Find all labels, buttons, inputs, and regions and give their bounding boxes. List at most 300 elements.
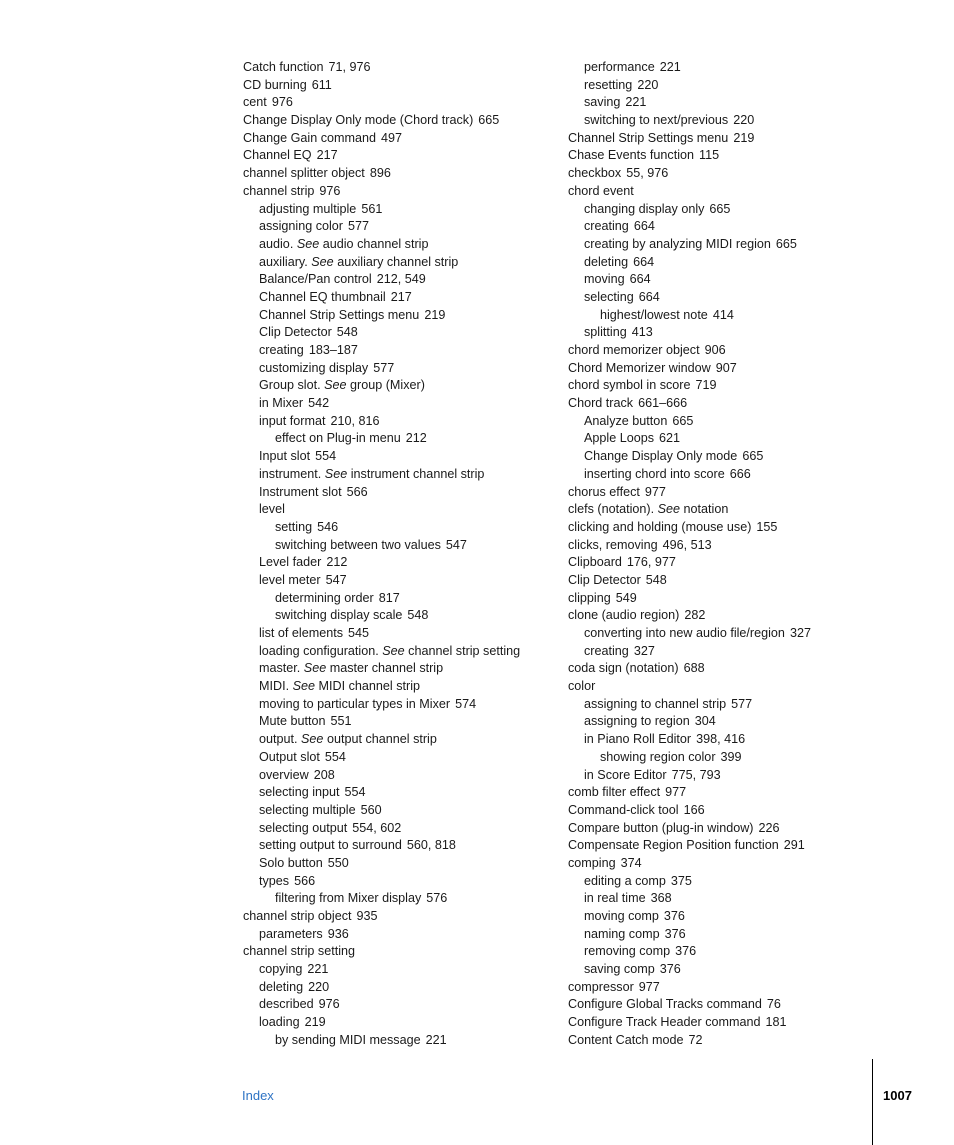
index-entry: [568, 484, 888, 502]
index-subentry: [243, 201, 553, 219]
page-reference: 976: [271, 95, 293, 110]
index-term: CD burning: [243, 77, 307, 92]
index-term: input format: [259, 413, 326, 428]
index-term: effect on Plug-in menu: [275, 431, 401, 446]
page-reference: 71, 976: [328, 60, 371, 74]
page-reference: 220: [637, 77, 659, 92]
page-reference: 665: [478, 113, 500, 128]
page-reference: 551: [330, 714, 352, 729]
index-entry: [568, 501, 888, 519]
index-term: clicking and holding (mouse use): [568, 519, 752, 534]
index-term: moving: [584, 272, 625, 287]
index-term: MIDI.: [259, 679, 290, 694]
index-term: level meter: [259, 572, 321, 587]
index-term: Command-click tool: [568, 802, 679, 817]
index-subentry: [568, 466, 888, 484]
page-reference: 546: [317, 519, 339, 534]
index-term: level: [259, 502, 285, 517]
page-reference: 220: [733, 113, 755, 128]
see-reference-label: See: [657, 502, 681, 517]
index-subentry: [243, 926, 553, 944]
page-reference: 217: [390, 289, 412, 304]
index-term: in Score Editor: [584, 767, 667, 782]
index-subentry: [568, 749, 888, 767]
index-subentry: [243, 961, 553, 979]
see-reference-target: MIDI channel strip: [318, 679, 421, 694]
page-reference: 561: [361, 201, 383, 216]
index-term: clicks, removing: [568, 537, 658, 552]
index-subentry: [568, 908, 888, 926]
page-reference: 548: [407, 608, 429, 623]
index-subentry: [568, 94, 888, 112]
index-term: parameters: [259, 926, 323, 941]
index-subentry: [568, 767, 888, 785]
index-subentry: [243, 448, 553, 466]
see-reference-target: audio channel strip: [322, 236, 429, 251]
index-term: Clip Detector: [259, 325, 332, 340]
index-entry: [568, 147, 888, 165]
index-term: chord memorizer object: [568, 343, 700, 357]
index-term: comping: [568, 855, 616, 870]
index-term: setting: [275, 519, 313, 534]
page-reference: 221: [625, 95, 647, 110]
page-reference: 548: [336, 325, 358, 340]
index-entry: [568, 678, 888, 696]
index-entry: [568, 802, 888, 820]
index-subentry: [243, 519, 553, 537]
index-term: types: [259, 873, 290, 888]
page-reference: 665: [709, 201, 731, 216]
index-subentry: [568, 254, 888, 272]
index-subentry: [243, 289, 553, 307]
index-term: Channel EQ: [243, 148, 312, 163]
index-subentry: [243, 820, 553, 838]
page-reference: 414: [712, 307, 734, 322]
page-reference: 560: [360, 802, 382, 817]
page-reference: 664: [633, 254, 655, 269]
page-reference: 72: [688, 1032, 703, 1047]
page-reference: 936: [327, 926, 349, 941]
page-number: 1007: [883, 1088, 912, 1103]
page-reference: 376: [659, 962, 681, 977]
index-term: cent: [243, 95, 267, 110]
index-term: deleting: [259, 979, 304, 994]
index-subentry: [243, 1014, 553, 1032]
page-reference: 219: [733, 130, 755, 145]
index-term: assigning to channel strip: [584, 696, 727, 711]
index-term: assigning to region: [584, 714, 690, 729]
index-term: editing a comp: [584, 873, 666, 888]
page-reference: 219: [424, 307, 446, 322]
page-reference: 368: [650, 891, 672, 906]
index-term: selecting input: [259, 785, 340, 800]
page-reference: 542: [308, 396, 330, 411]
index-subentry: [243, 271, 553, 289]
index-subentry: [568, 236, 888, 254]
page-reference: 817: [378, 590, 400, 605]
index-subentry: [568, 289, 888, 307]
index-subentry: [568, 643, 888, 661]
index-term: Configure Global Tracks command: [568, 997, 762, 1012]
index-subentry: [568, 413, 888, 431]
index-term: highest/lowest note: [600, 307, 708, 322]
page-reference: 976: [318, 997, 340, 1012]
index-term: deleting: [584, 254, 629, 269]
page-reference: 775, 793: [671, 767, 721, 782]
index-term: creating: [584, 643, 629, 658]
index-entry: [243, 94, 553, 112]
index-term: Chord Memorizer window: [568, 360, 711, 375]
index-subentry: [243, 590, 553, 608]
page-reference: 664: [633, 219, 655, 234]
page-reference: 688: [683, 661, 705, 676]
page-reference: 375: [670, 873, 692, 888]
page-reference: 282: [684, 608, 706, 623]
index-subentry: [243, 236, 553, 254]
see-reference-target: master channel strip: [329, 661, 444, 676]
page-reference: 977: [638, 979, 660, 994]
page-reference: 976: [319, 183, 341, 198]
page-reference: 219: [304, 1015, 326, 1030]
index-subentry: [568, 943, 888, 961]
index-subentry: [243, 501, 553, 519]
page-reference: 76: [766, 997, 781, 1012]
page-reference: 577: [348, 219, 370, 234]
index-term: chorus effect: [568, 484, 640, 499]
index-term: Channel EQ thumbnail: [259, 289, 386, 304]
index-term: saving comp: [584, 962, 655, 977]
index-subentry: [243, 996, 553, 1014]
index-term: determining order: [275, 590, 374, 605]
index-term: Change Gain command: [243, 130, 377, 145]
page-reference: 398, 416: [696, 732, 746, 747]
index-term: saving: [584, 95, 621, 110]
page-reference: 376: [663, 909, 685, 923]
index-term: switching between two values: [275, 537, 441, 552]
index-term: selecting multiple: [259, 802, 356, 817]
index-term: channel strip setting: [243, 944, 356, 959]
index-term: Compare button (plug-in window): [568, 820, 754, 835]
index-term: loading configuration.: [259, 643, 379, 658]
index-term: Input slot: [259, 449, 311, 464]
page-reference: 719: [695, 378, 717, 393]
page-reference: 547: [325, 572, 347, 587]
page-reference: 661–666: [638, 396, 688, 411]
index-entry: [243, 183, 553, 201]
index-subentry: [243, 625, 553, 643]
index-term: moving comp: [584, 909, 659, 923]
page-reference: 374: [620, 855, 642, 870]
index-subentry: [568, 112, 888, 130]
index-entry: [243, 165, 553, 183]
index-term: loading: [259, 1015, 300, 1030]
page-reference: 376: [664, 926, 686, 941]
index-entry: [568, 996, 888, 1014]
page-reference: 665: [775, 236, 797, 251]
index-term: Mute button: [259, 714, 326, 729]
index-entry: [243, 77, 553, 95]
index-term: Content Catch mode: [568, 1032, 684, 1047]
page-reference: 212: [326, 555, 348, 570]
index-term: Clipboard: [568, 555, 622, 570]
index-term: chord symbol in score: [568, 378, 691, 393]
index-entry: [568, 837, 888, 855]
page-reference: 221: [425, 1032, 447, 1047]
index-subentry: [568, 873, 888, 891]
index-subentry: [243, 979, 553, 997]
index-term: list of elements: [259, 626, 343, 640]
index-term: audio.: [259, 236, 294, 251]
page-reference: 621: [659, 431, 681, 446]
page-reference: 399: [720, 749, 742, 764]
index-subentry: [568, 961, 888, 979]
index-subentry: [243, 342, 553, 360]
index-term: overview: [259, 767, 309, 782]
see-reference-target: output channel strip: [326, 732, 437, 747]
index-entry: [568, 572, 888, 590]
page-reference: 577: [373, 360, 395, 375]
page-reference: 549: [615, 590, 637, 605]
page-reference: 291: [783, 838, 805, 853]
index-term: moving to particular types in Mixer: [259, 696, 451, 711]
page-reference: 166: [683, 802, 705, 817]
index-entry: [568, 395, 888, 413]
page-reference: 497: [381, 130, 403, 145]
page-reference: 665: [742, 449, 764, 464]
index-term: selecting: [584, 289, 634, 304]
index-subentry: [243, 607, 553, 625]
page-reference: 327: [633, 643, 655, 658]
index-term: in Mixer: [259, 396, 304, 411]
index-subentry: [243, 731, 553, 749]
index-subentry: [243, 307, 553, 325]
index-term: Output slot: [259, 749, 320, 764]
page-reference: 176, 977: [626, 555, 676, 570]
index-entry: [243, 59, 553, 77]
footer-section-label: Index: [242, 1088, 274, 1103]
index-term: adjusting multiple: [259, 201, 357, 216]
index-subentry: [243, 696, 553, 714]
index-subentry: [568, 324, 888, 342]
index-subentry: [243, 413, 553, 431]
index-term: Channel Strip Settings menu: [568, 130, 729, 145]
index-term: Level fader: [259, 555, 322, 570]
page-reference: 220: [308, 979, 330, 994]
index-term: color: [568, 679, 596, 694]
index-term: converting into new audio file/region: [584, 626, 785, 640]
index-entry: [243, 943, 553, 961]
index-term: Change Display Only mode (Chord track): [243, 113, 474, 128]
index-term: in real time: [584, 891, 646, 906]
page-reference: 217: [316, 148, 338, 163]
index-subentry: [243, 537, 553, 555]
index-term: auxiliary.: [259, 254, 308, 269]
index-subentry: [243, 1032, 553, 1050]
page-reference: 545: [348, 626, 370, 640]
index-subentry: [243, 837, 553, 855]
index-entry: [568, 784, 888, 802]
index-entry: [243, 147, 553, 165]
index-term: Solo button: [259, 855, 323, 870]
page-reference: 55, 976: [626, 166, 669, 181]
index-term: described: [259, 997, 314, 1012]
page-reference: 221: [659, 60, 681, 74]
index-term: comb filter effect: [568, 785, 661, 800]
index-term: copying: [259, 962, 303, 977]
index-term: Channel Strip Settings menu: [259, 307, 420, 322]
index-subentry: [568, 713, 888, 731]
index-subentry: [243, 395, 553, 413]
index-term: creating by analyzing MIDI region: [584, 236, 771, 251]
page-reference: 566: [294, 873, 316, 888]
index-subentry: [243, 466, 553, 484]
page-reference: 181: [765, 1015, 787, 1030]
index-entry: [568, 165, 888, 183]
index-term: channel splitter object: [243, 166, 365, 181]
index-term: customizing display: [259, 360, 369, 375]
index-term: clefs (notation).: [568, 502, 655, 517]
page-reference: 665: [672, 413, 694, 428]
page-reference: 212, 549: [376, 272, 426, 287]
page-reference: 560, 818: [406, 838, 456, 853]
see-reference-target: channel strip setting: [408, 643, 521, 658]
page-reference: 977: [665, 785, 687, 800]
index-term: compressor: [568, 979, 634, 994]
index-subentry: [243, 254, 553, 272]
page-reference: 155: [756, 519, 778, 534]
page-reference: 496, 513: [662, 537, 712, 552]
page-reference: 183–187: [308, 343, 358, 357]
index-term: clone (audio region): [568, 608, 680, 623]
index-subentry: [568, 218, 888, 236]
index-subentry: [568, 625, 888, 643]
index-term: setting output to surround: [259, 838, 402, 853]
index-subentry: [243, 572, 553, 590]
index-subentry: [243, 218, 553, 236]
index-term: chord event: [568, 183, 634, 198]
index-subentry: [243, 873, 553, 891]
index-subentry: [568, 59, 888, 77]
index-term: instrument.: [259, 466, 322, 481]
page-reference: 547: [445, 537, 467, 552]
page-reference: 566: [346, 484, 368, 499]
index-subentry: [243, 802, 553, 820]
index-subentry: [243, 678, 553, 696]
index-entry: [568, 1032, 888, 1050]
index-term: channel strip object: [243, 909, 352, 923]
index-subentry: [243, 484, 553, 502]
index-term: coda sign (notation): [568, 661, 679, 676]
index-term: Balance/Pan control: [259, 272, 372, 287]
index-subentry: [568, 430, 888, 448]
index-subentry: [568, 201, 888, 219]
index-entry: [568, 607, 888, 625]
index-term: resetting: [584, 77, 633, 92]
page-reference: 550: [327, 855, 349, 870]
index-column-left: [243, 59, 553, 1050]
index-entry: [568, 554, 888, 572]
index-term: changing display only: [584, 201, 705, 216]
index-subentry: [243, 767, 553, 785]
index-term: filtering from Mixer display: [275, 891, 422, 906]
index-term: naming comp: [584, 926, 660, 941]
index-subentry: [568, 307, 888, 325]
index-term: performance: [584, 60, 655, 74]
page-reference: 208: [313, 767, 335, 782]
index-term: switching to next/previous: [584, 113, 729, 128]
index-term: Clip Detector: [568, 572, 641, 587]
page-reference: 413: [631, 325, 653, 340]
index-subentry: [568, 448, 888, 466]
page-reference: 212: [405, 431, 427, 446]
index-subentry: [568, 731, 888, 749]
see-reference-label: See: [324, 378, 347, 393]
index-term: showing region color: [600, 749, 716, 764]
see-reference-label: See: [382, 643, 405, 658]
index-entry: [568, 979, 888, 997]
index-subentry: [243, 430, 553, 448]
index-entry: [568, 537, 888, 555]
page-reference: 935: [356, 909, 378, 923]
index-term: Group slot.: [259, 378, 321, 393]
index-entry: [568, 130, 888, 148]
index-entry: [243, 130, 553, 148]
index-entry: [568, 855, 888, 873]
index-subentry: [568, 696, 888, 714]
index-subentry: [568, 77, 888, 95]
page-reference: 327: [789, 626, 811, 640]
index-subentry: [568, 890, 888, 908]
see-reference-label: See: [311, 254, 334, 269]
footer-divider: [872, 1059, 873, 1145]
index-subentry: [243, 377, 553, 395]
index-term: inserting chord into score: [584, 466, 725, 481]
index-term: by sending MIDI message: [275, 1032, 421, 1047]
index-term: checkbox: [568, 166, 622, 181]
index-term: output.: [259, 732, 298, 747]
page-reference: 977: [644, 484, 666, 499]
index-subentry: [243, 360, 553, 378]
index-entry: [568, 590, 888, 608]
see-reference-target: instrument channel strip: [350, 466, 485, 481]
page-reference: 907: [715, 360, 737, 375]
index-subentry: [243, 554, 553, 572]
see-reference-label: See: [301, 732, 324, 747]
index-term: master.: [259, 661, 301, 676]
page-reference: 664: [638, 289, 660, 304]
index-entry: [568, 377, 888, 395]
index-term: Analyze button: [584, 413, 668, 428]
index-entry: [568, 342, 888, 360]
index-term: clipping: [568, 590, 611, 605]
index-entry: [568, 660, 888, 678]
index-term: in Piano Roll Editor: [584, 732, 692, 747]
page-reference: 611: [311, 77, 332, 92]
index-term: Instrument slot: [259, 484, 342, 499]
index-term: Change Display Only mode: [584, 449, 738, 464]
index-term: removing comp: [584, 944, 671, 959]
index-subentry: [243, 324, 553, 342]
index-term: creating: [584, 219, 629, 234]
page-reference: 577: [731, 696, 753, 711]
see-reference-label: See: [292, 679, 316, 694]
index-subentry: [243, 855, 553, 873]
page-reference: 666: [729, 466, 751, 481]
page-reference: 574: [455, 696, 477, 711]
index-term: selecting output: [259, 820, 348, 835]
index-entry: [243, 908, 553, 926]
page-reference: 115: [699, 148, 720, 163]
